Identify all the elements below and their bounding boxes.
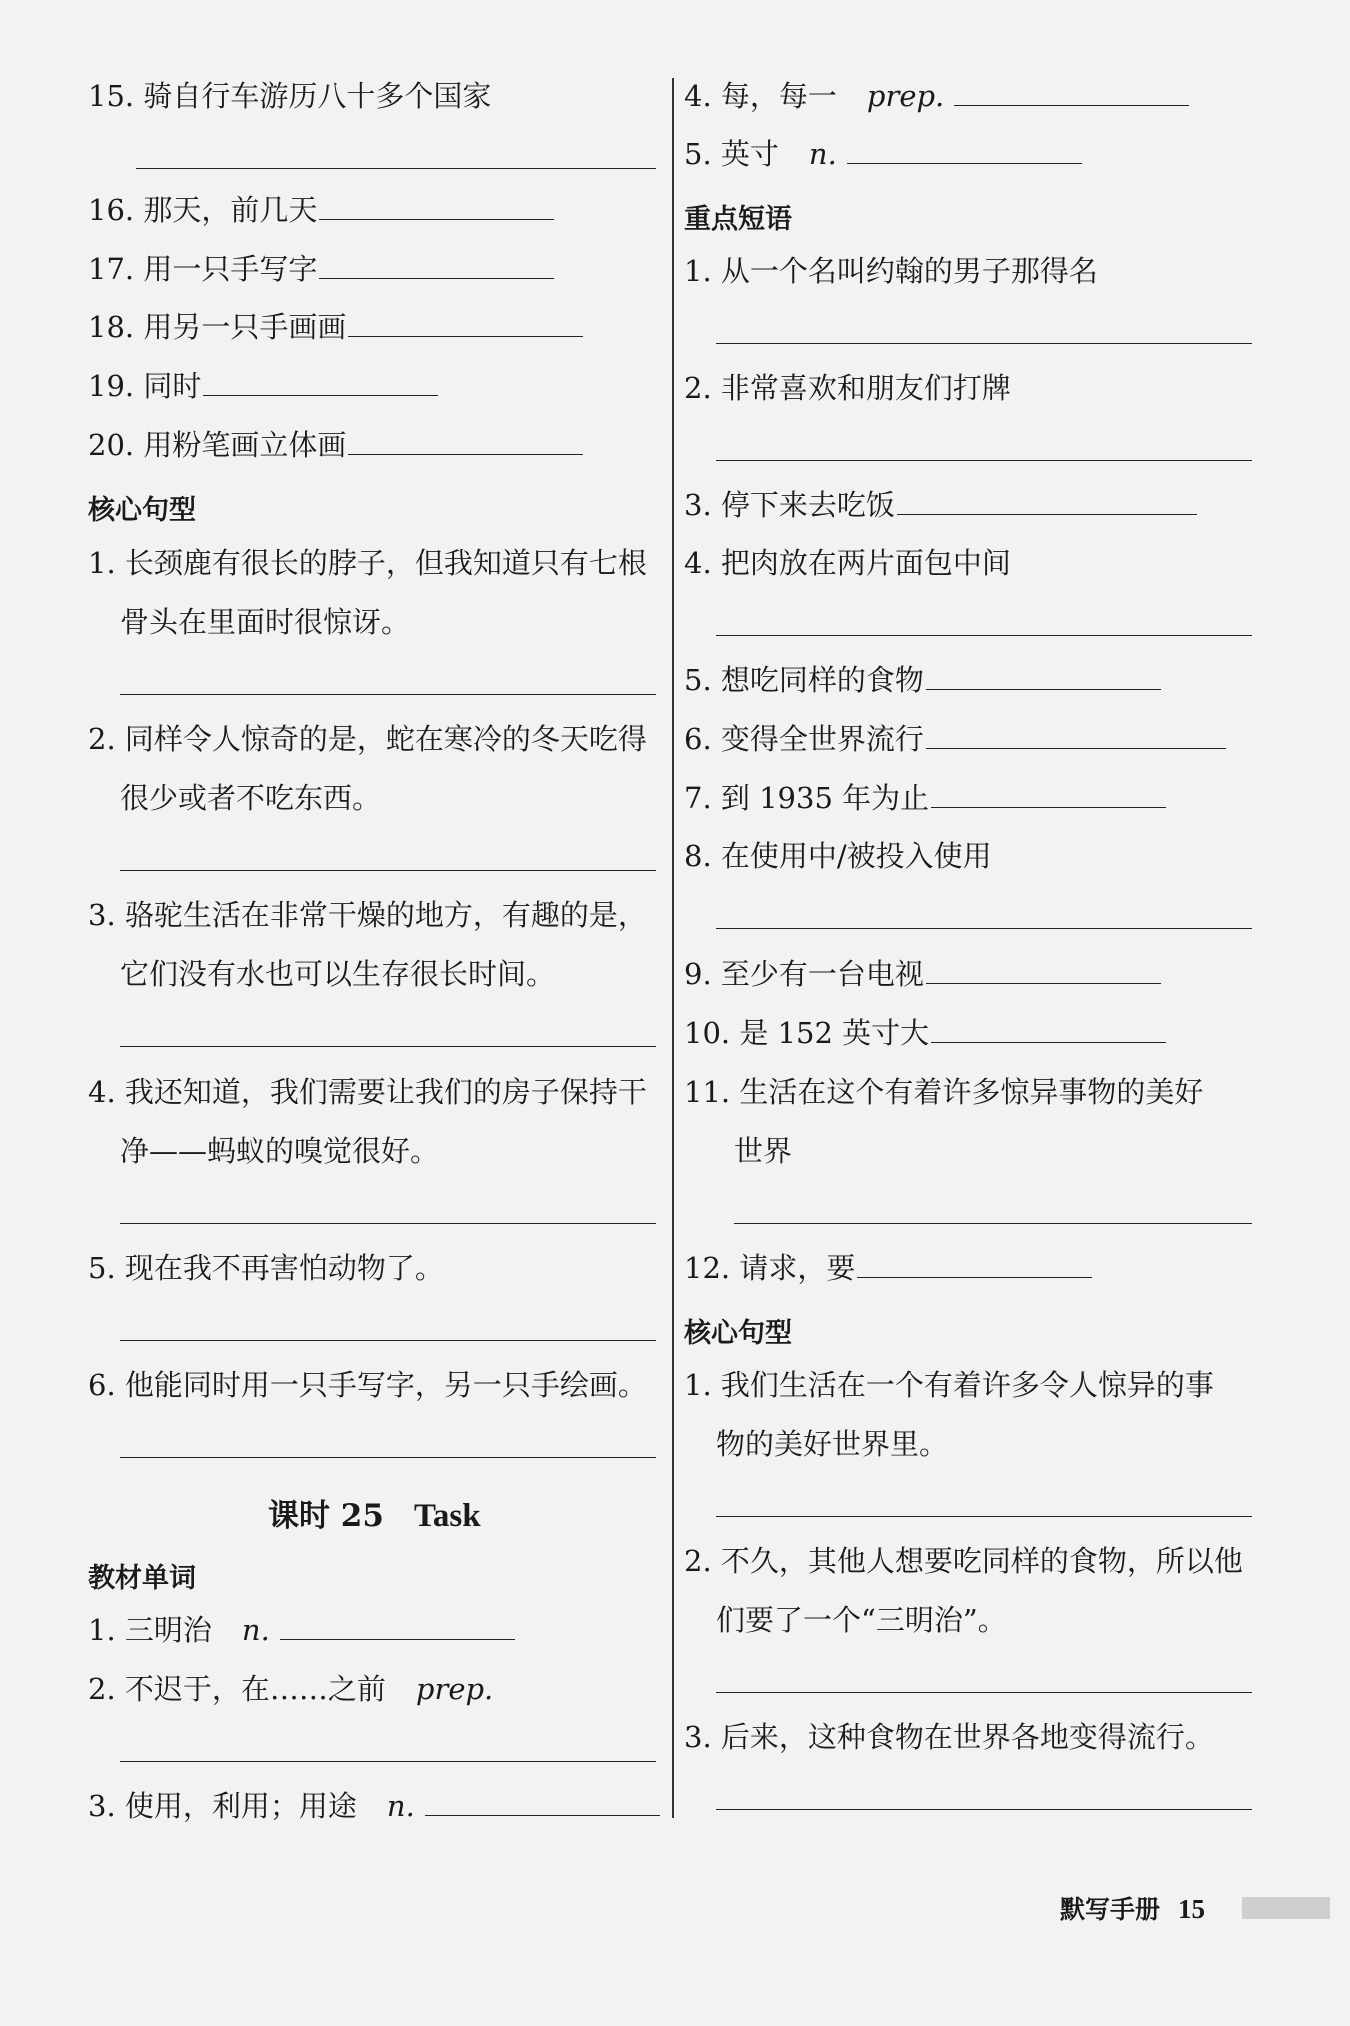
word-item-4: 4. 每，每一 prep.: [684, 78, 1189, 114]
vocab-item-20: 20. 用粉笔画立体画: [88, 427, 583, 463]
answer-line[interactable]: [716, 343, 1252, 344]
word-item-5: 5. 英寸 n.: [684, 136, 1082, 172]
phrase-item-7: 7. 到 1935 年为止: [684, 780, 1166, 816]
sentence-4-line2: 净——蚂蚁的嗅觉很好。: [120, 1134, 440, 1168]
answer-blank[interactable]: [897, 488, 1197, 515]
sentence-5: 5. 现在我不再害怕动物了。: [88, 1251, 444, 1285]
answer-blank[interactable]: [847, 137, 1082, 164]
answer-line[interactable]: [120, 1223, 656, 1224]
phrase-item-6: 6. 变得全世界流行: [684, 721, 1226, 757]
answer-line[interactable]: [716, 1809, 1252, 1810]
sentence-1-line2: 骨头在里面时很惊讶。: [120, 605, 411, 639]
word-item-3: 3. 使用，利用；用途 n.: [88, 1788, 660, 1824]
answer-line[interactable]: [120, 1457, 656, 1458]
sentence-1-line1: 1. 长颈鹿有很长的脖子，但我知道只有七根: [88, 546, 647, 580]
footer-title: 默写手册: [1060, 1895, 1161, 1924]
page-number: 15: [1178, 1894, 1206, 1924]
phrase-item-8: 8. 在使用中/被投入使用: [684, 839, 992, 873]
answer-line[interactable]: [716, 1692, 1252, 1693]
answer-line[interactable]: [716, 1516, 1252, 1517]
answer-line[interactable]: [120, 870, 656, 871]
section-heading-words: 教材单词: [88, 1563, 196, 1594]
answer-line[interactable]: [120, 1761, 656, 1762]
vocab-item-16: 16. 那天，前几天: [88, 192, 554, 228]
sentence-r1-line1: 1. 我们生活在一个有着许多令人惊异的事: [684, 1368, 1214, 1402]
vocab-item-19: 19. 同时: [88, 368, 438, 404]
sentence-3-line1: 3. 骆驼生活在非常干燥的地方，有趣的是，: [88, 898, 647, 932]
answer-blank[interactable]: [857, 1251, 1092, 1278]
answer-blank[interactable]: [319, 252, 554, 279]
answer-blank[interactable]: [931, 781, 1166, 808]
answer-line[interactable]: [716, 460, 1252, 461]
answer-blank[interactable]: [203, 369, 438, 396]
sentence-3-line2: 它们没有水也可以生存很长时间。: [120, 957, 556, 991]
answer-blank[interactable]: [425, 1789, 660, 1816]
vocab-item-17: 17. 用一只手写字: [88, 251, 554, 287]
sentence-r3: 3. 后来，这种食物在世界各地变得流行。: [684, 1720, 1214, 1754]
answer-line[interactable]: [120, 1046, 656, 1047]
answer-blank[interactable]: [348, 428, 583, 455]
vocab-item-18: 18. 用另一只手画画: [88, 309, 583, 345]
answer-line[interactable]: [120, 1340, 656, 1341]
section-heading-sentences: 核心句型: [88, 495, 196, 526]
answer-line[interactable]: [120, 694, 656, 695]
section-heading-phrases: 重点短语: [684, 204, 792, 235]
sentence-2-line2: 很少或者不吃东西。: [120, 781, 382, 815]
sentence-r1-line2: 物的美好世界里。: [716, 1427, 949, 1461]
column-divider: [672, 78, 674, 1818]
footer-bar: [1242, 1897, 1330, 1919]
page-footer: [1060, 1890, 1205, 1926]
sentence-r2-line2: 们要了一个“三明治”。: [716, 1603, 1007, 1637]
vocab-item-15: 15. 骑自行车游历八十多个国家: [88, 79, 492, 113]
sentence-2-line1: 2. 同样令人惊奇的是，蛇在寒冷的冬天吃得: [88, 722, 647, 756]
phrase-item-1: 1. 从一个名叫约翰的男子那得名: [684, 254, 1098, 288]
phrase-item-9: 9. 至少有一台电视: [684, 956, 1161, 992]
answer-line[interactable]: [136, 168, 656, 169]
word-item-1: 1. 三明治 n.: [88, 1612, 515, 1648]
answer-line[interactable]: [716, 635, 1252, 636]
phrase-item-3: 3. 停下来去吃饭: [684, 487, 1197, 523]
phrase-item-2: 2. 非常喜欢和朋友们打牌: [684, 371, 1011, 405]
phrase-item-4: 4. 把肉放在两片面包中间: [684, 546, 1011, 580]
answer-blank[interactable]: [319, 193, 554, 220]
answer-blank[interactable]: [926, 957, 1161, 984]
phrase-item-11-line2: 世界: [734, 1134, 793, 1168]
sentence-r2-line1: 2. 不久，其他人想要吃同样的食物，所以他: [684, 1544, 1243, 1578]
word-item-2: 2. 不迟于，在……之前 prep.: [88, 1672, 494, 1706]
sentence-6: 6. 他能同时用一只手写字，另一只手绘画。: [88, 1368, 647, 1402]
lesson-title: 课时 25 Task: [268, 1498, 481, 1534]
answer-blank[interactable]: [280, 1613, 515, 1640]
phrase-item-12: 12. 请求，要: [684, 1250, 1092, 1286]
answer-blank[interactable]: [348, 310, 583, 337]
answer-blank[interactable]: [926, 722, 1226, 749]
answer-blank[interactable]: [954, 79, 1189, 106]
phrase-item-11-line1: 11. 生活在这个有着许多惊异事物的美好: [684, 1075, 1204, 1109]
phrase-item-5: 5. 想吃同样的食物: [684, 662, 1161, 698]
answer-blank[interactable]: [926, 663, 1161, 690]
answer-blank[interactable]: [931, 1016, 1166, 1043]
answer-line[interactable]: [734, 1223, 1252, 1224]
sentence-4-line1: 4. 我还知道，我们需要让我们的房子保持干: [88, 1075, 647, 1109]
answer-line[interactable]: [716, 928, 1252, 929]
phrase-item-10: 10. 是 152 英寸大: [684, 1015, 1166, 1051]
section-heading-sentences-right: 核心句型: [684, 1318, 792, 1349]
